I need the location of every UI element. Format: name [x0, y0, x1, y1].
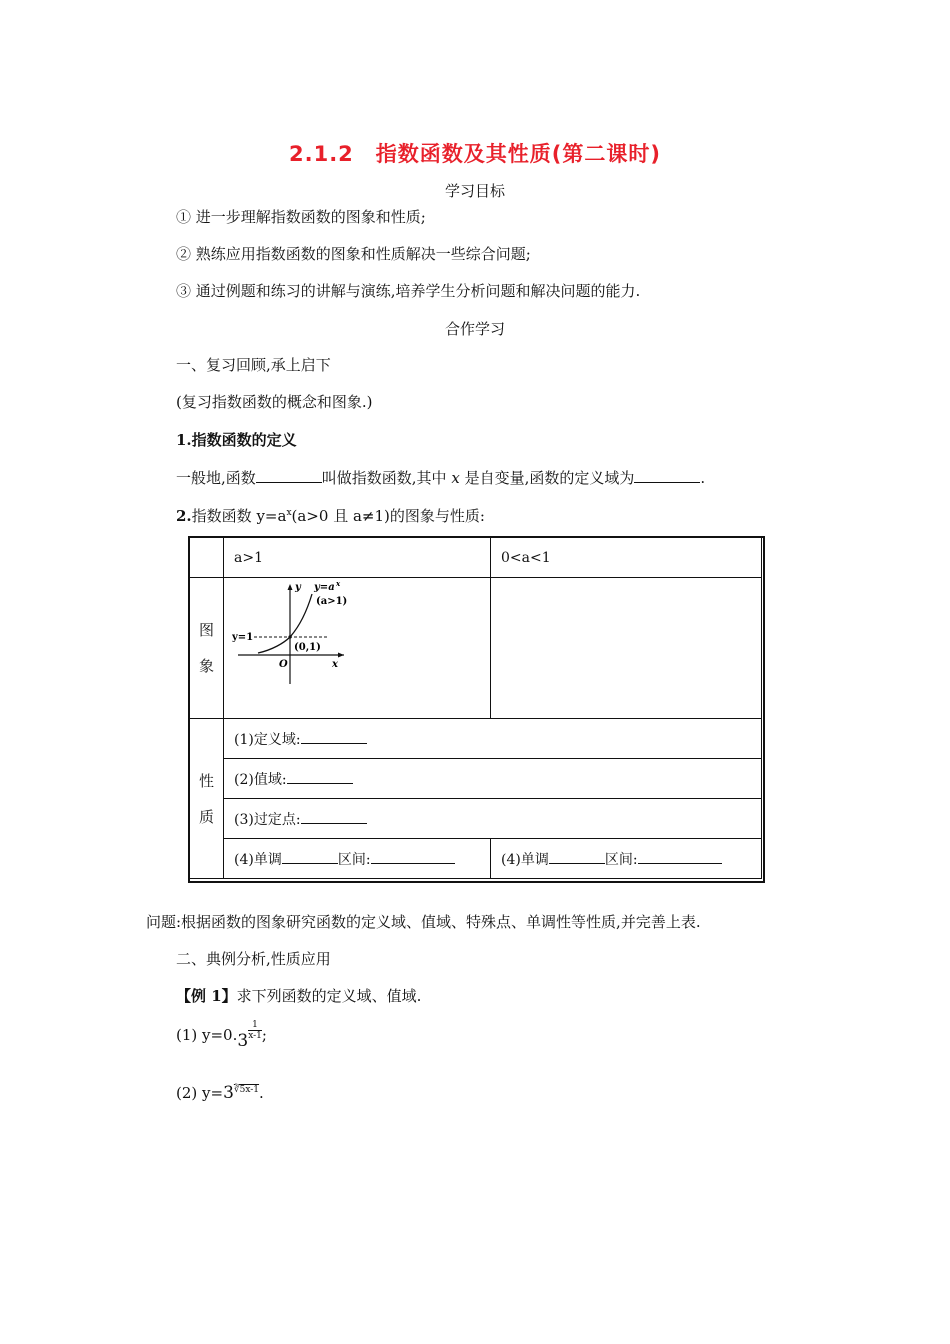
row-label-props-1: 性 [199, 771, 215, 790]
prop-row-3 [190, 799, 762, 839]
row-label-props [190, 719, 224, 879]
prop-mono-label-b: (4)单调 [501, 851, 549, 868]
ex-a-exponent [248, 1020, 262, 1041]
blank-mono-a[interactable] [282, 849, 338, 864]
prop-mono-interval-a: 区间: [337, 851, 371, 868]
item1-var: x [451, 469, 460, 487]
item1-title-text: 1.指数函数的定义 [176, 431, 297, 449]
blank-prop-range[interactable] [287, 769, 353, 784]
ex-b-end: . [259, 1084, 264, 1102]
item1-definition [176, 467, 705, 488]
origin-label: O [279, 659, 288, 670]
table-corner [190, 538, 224, 578]
ex-a-end: ; [261, 1026, 267, 1044]
blank-domain[interactable] [634, 468, 700, 483]
item2-sup: x [286, 508, 292, 518]
col-header-a-lt-1: 0<a<1 [491, 538, 762, 578]
blank-interval-a[interactable] [371, 849, 455, 864]
prop-range-cell [224, 759, 762, 799]
item1-end: . [700, 469, 706, 487]
objective-1: ① 进一步理解指数函数的图象和性质; [176, 208, 426, 226]
blank-function[interactable] [256, 468, 322, 483]
prop-row-1 [190, 719, 762, 759]
prop-row-2 [190, 759, 762, 799]
x-axis-arrow [338, 653, 344, 658]
y-equals-1-label: y=1 [232, 632, 254, 643]
item1-text-b: 叫做指数函数,其中 [321, 469, 447, 487]
row-label-image-1: 图 [199, 621, 215, 639]
coop-heading: 合作学习 [444, 320, 505, 338]
row-label-image [190, 578, 224, 719]
blank-interval-b[interactable] [638, 849, 722, 864]
example1-line [176, 985, 421, 1006]
prop-mono-label-a: (4)单调 [234, 851, 282, 868]
item2-rest: (a>0 且 a≠1)的图象与性质: [291, 507, 485, 525]
example1-tag: 【例 1】 [176, 987, 237, 1005]
item2-title [176, 505, 485, 526]
row-label-image-2: 象 [199, 657, 215, 675]
prop-mono-interval-b: 区间: [604, 851, 638, 868]
item1-text-c: 是自变量,函数的定义域为 [464, 469, 635, 487]
graph-cell-a-gt-1 [224, 578, 491, 719]
blank-mono-b[interactable] [549, 849, 605, 864]
ex-a-base: 3 [237, 1031, 249, 1051]
table-header-row [190, 538, 762, 578]
section1-note: (复习指数函数的概念和图象.) [176, 393, 373, 411]
ex-b-exponent: ∛5x-1 [233, 1085, 260, 1095]
prop-range-label: (2)值域: [234, 771, 287, 788]
prop-domain-cell [224, 719, 762, 759]
ex-a-den: x-1 [248, 1030, 262, 1041]
example1-part2 [176, 1083, 264, 1103]
point-label: (0,1) [294, 642, 321, 653]
point-0-1 [288, 635, 291, 638]
item1-title [176, 429, 297, 450]
section2-heading: 二、典例分析,性质应用 [176, 950, 331, 968]
prop-row-4 [190, 839, 762, 879]
item1-text-a: 一般地,函数 [176, 469, 256, 487]
row-label-props-2: 质 [199, 807, 215, 826]
page-title: 2.1.2 指数函数及其性质(第二课时) [289, 142, 661, 166]
ex-b-base: 3 [223, 1083, 234, 1103]
curve-label-sup: x [336, 580, 341, 588]
blank-prop-domain[interactable] [301, 729, 367, 744]
y-axis-label: y [295, 582, 301, 593]
table-graph-row [190, 578, 762, 719]
section1-heading: 一、复习回顾,承上启下 [176, 356, 331, 374]
exp-graph [232, 580, 362, 692]
ex-b-prefix: (2) y= [176, 1084, 224, 1102]
prop-fixed-point-cell [224, 799, 762, 839]
question-text: 问题:根据函数的图象研究函数的定义域、值域、特殊点、单调性等性质,并完善上表. [146, 913, 701, 931]
col-header-a-gt-1: a>1 [224, 538, 491, 578]
objectives-heading: 学习目标 [444, 182, 505, 200]
example1-text: 求下列函数的定义域、值域. [236, 987, 422, 1005]
prop-monotonic-a-lt-1 [491, 839, 762, 879]
item2-prefix: 2. [176, 507, 192, 525]
objective-2: ② 熟练应用指数函数的图象和性质解决一些综合问题; [176, 245, 531, 263]
blank-prop-fixed-point[interactable] [301, 809, 367, 824]
prop-fixed-point-label: (3)过定点: [234, 811, 301, 828]
properties-table [189, 537, 762, 879]
example1-part1 [176, 1019, 267, 1051]
curve-condition: (a>1) [316, 596, 348, 607]
item2-text: 指数函数 y=a [191, 507, 287, 525]
prop-monotonic-a-gt-1 [224, 839, 491, 879]
x-axis-label: x [332, 659, 338, 670]
curve-label: y=a [314, 582, 335, 593]
prop-domain-label: (1)定义域: [234, 731, 301, 748]
graph-cell-a-lt-1[interactable] [491, 578, 762, 719]
objective-3: ③ 通过例题和练习的讲解与演练,培养学生分析问题和解决问题的能力. [176, 282, 641, 300]
ex-a-num: 1 [248, 1020, 262, 1031]
ex-a-prefix: (1) y=0. [176, 1026, 238, 1044]
y-axis-arrow [288, 584, 293, 590]
